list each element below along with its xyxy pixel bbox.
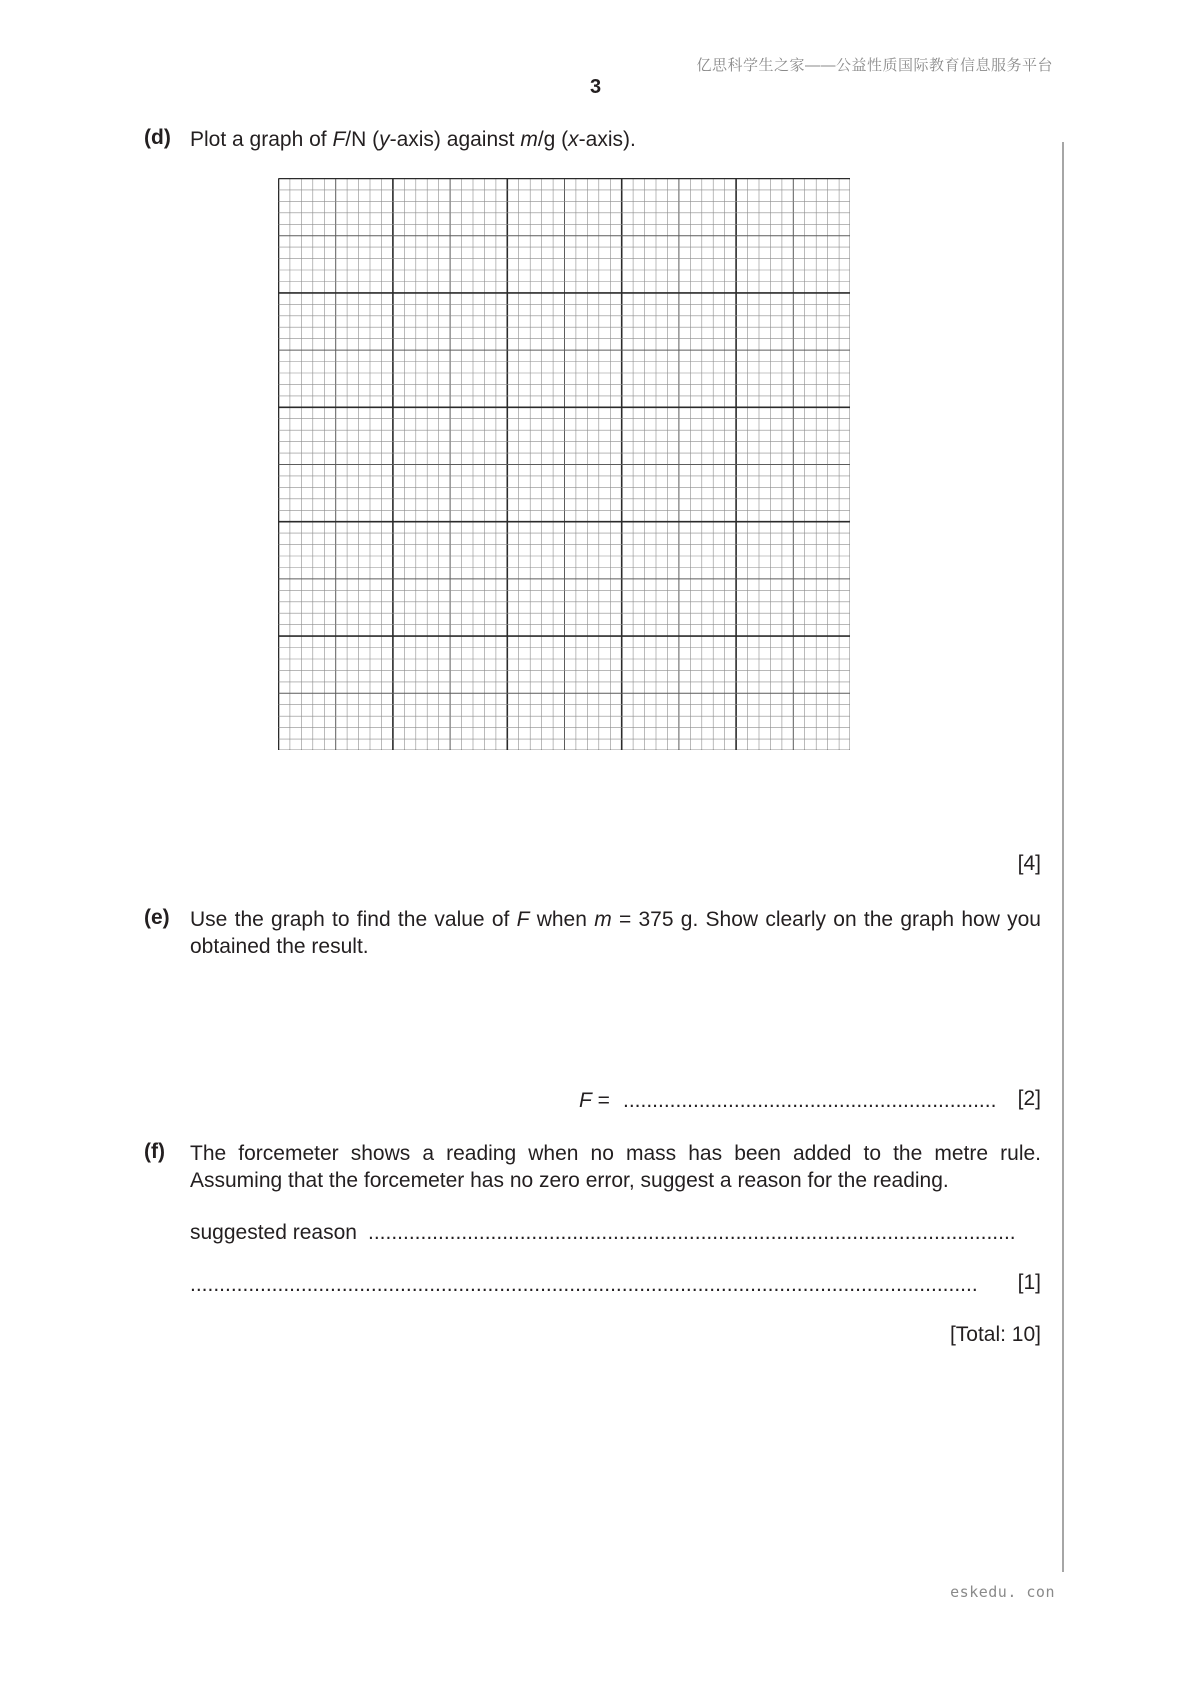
question-e-marks: [2]: [1017, 1087, 1041, 1110]
question-e-line2: obtained the result.: [190, 935, 369, 958]
question-f-line2: Assuming that the forcemeter has no zero error, suggest a reason for the reading.: [190, 1169, 949, 1192]
footer-site: eskedu. con: [950, 1583, 1055, 1601]
reason-label: suggested reason: [190, 1221, 357, 1244]
question-d-label: (d): [144, 126, 171, 149]
question-e-line1: Use the graph to find the value of F when m = 375 g. Show clearly on the graph how you: [190, 908, 1041, 931]
graph-paper-grid[interactable]: [278, 178, 850, 750]
question-f-marks: [1]: [1017, 1271, 1041, 1294]
question-f-label: (f): [144, 1140, 165, 1163]
total-marks: [Total: 10]: [949, 1323, 1041, 1346]
question-e-label: (e): [144, 906, 170, 929]
question-d-text: Plot a graph of F/N (y-axis) against m/g (x-axis).: [190, 128, 636, 151]
page-number: 3: [589, 76, 602, 98]
answer-f-field[interactable]: ................................................................: [623, 1089, 997, 1112]
margin-rule: [1062, 142, 1064, 1572]
question-f-line1: The forcemeter shows a reading when no mass has been added to the metre rule.: [190, 1142, 1041, 1165]
answer-f-label: F =: [579, 1089, 610, 1112]
header-watermark: 亿思科学生之家——公益性质国际教育信息服务平台: [696, 57, 1053, 74]
reason-answer-line-2[interactable]: .......................................................................................................................................: [190, 1273, 978, 1296]
question-d-marks: [4]: [1017, 852, 1041, 875]
reason-answer-line-1[interactable]: ...............................................................................................................: [368, 1221, 1016, 1244]
